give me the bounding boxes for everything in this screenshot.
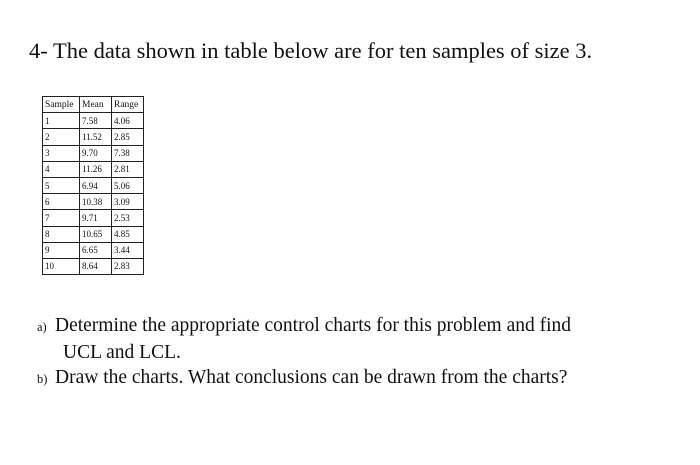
cell-mean: 11.26 bbox=[80, 161, 112, 177]
cell-mean: 9.71 bbox=[80, 210, 112, 226]
part-a-line1: Determine the appropriate control charts for this problem and find bbox=[55, 315, 572, 336]
table-body bbox=[43, 113, 144, 275]
cell-sample: 3 bbox=[43, 145, 80, 161]
cell-range: 2.53 bbox=[112, 210, 144, 226]
cell-range: 3.44 bbox=[112, 242, 144, 258]
cell-sample: 7 bbox=[43, 210, 80, 226]
part-a bbox=[37, 313, 677, 366]
cell-sample: 6 bbox=[43, 194, 80, 210]
table-row bbox=[43, 258, 144, 274]
cell-sample: 10 bbox=[43, 258, 80, 274]
question-title: 4- The data shown in table below are for ten samples of size 3. bbox=[29, 38, 593, 63]
table-row bbox=[43, 242, 144, 258]
table-row bbox=[43, 194, 144, 210]
table-row bbox=[43, 226, 144, 242]
cell-mean: 10.65 bbox=[80, 226, 112, 242]
cell-range: 4.85 bbox=[112, 226, 144, 242]
header-sample: Sample bbox=[43, 97, 80, 113]
cell-mean: 9.70 bbox=[80, 145, 112, 161]
cell-sample: 2 bbox=[43, 129, 80, 145]
cell-range: 3.09 bbox=[112, 194, 144, 210]
cell-mean: 11.52 bbox=[80, 129, 112, 145]
sample-data-table bbox=[42, 96, 144, 275]
table-row bbox=[43, 113, 144, 129]
cell-range: 7.38 bbox=[112, 145, 144, 161]
cell-range: 4.06 bbox=[112, 113, 144, 129]
header-range: Range bbox=[112, 97, 144, 113]
cell-mean: 10.38 bbox=[80, 194, 112, 210]
cell-sample: 8 bbox=[43, 226, 80, 242]
table-row bbox=[43, 129, 144, 145]
cell-sample: 9 bbox=[43, 242, 80, 258]
cell-sample: 4 bbox=[43, 161, 80, 177]
part-b-text: Draw the charts. What conclusions can be drawn from the charts? bbox=[55, 367, 568, 388]
part-a-marker: a) bbox=[37, 320, 47, 334]
cell-range: 5.06 bbox=[112, 177, 144, 193]
table-row bbox=[43, 145, 144, 161]
cell-range: 2.83 bbox=[112, 258, 144, 274]
cell-mean: 6.94 bbox=[80, 177, 112, 193]
cell-mean: 6.65 bbox=[80, 242, 112, 258]
table-row bbox=[43, 210, 144, 226]
table-header-row bbox=[43, 97, 144, 113]
part-b bbox=[37, 365, 677, 392]
part-b-marker: b) bbox=[37, 372, 48, 386]
cell-mean: 7.58 bbox=[80, 113, 112, 129]
table-row bbox=[43, 177, 144, 193]
cell-sample: 1 bbox=[43, 113, 80, 129]
cell-range: 2.85 bbox=[112, 129, 144, 145]
cell-mean: 8.64 bbox=[80, 258, 112, 274]
cell-range: 2.81 bbox=[112, 161, 144, 177]
cell-sample: 5 bbox=[43, 177, 80, 193]
part-a-line2: UCL and LCL. bbox=[63, 342, 181, 363]
table-row bbox=[43, 161, 144, 177]
header-mean: Mean bbox=[80, 97, 112, 113]
